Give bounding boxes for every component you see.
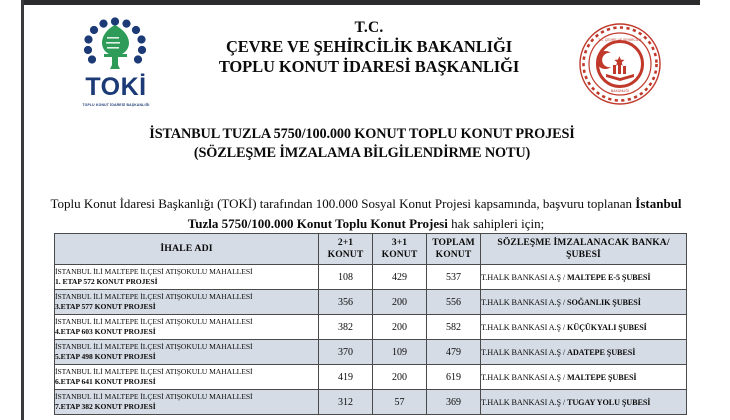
cell-bank (481, 340, 687, 365)
cell-2plus1: 382 (319, 315, 373, 340)
column-header-2plus1-line1: 2+1 (337, 237, 354, 249)
cell-2plus1: 312 (319, 390, 373, 415)
bank-branch: MALTEPE E-5 ŞUBESİ (567, 272, 651, 282)
bank-branch: SOĞANLIK ŞUBESİ (567, 297, 641, 307)
tender-name-line2: 6.ETAP 641 KONUT PROJESİ (55, 377, 156, 386)
cell-tender-name (55, 265, 319, 290)
bank-name: T.HALK BANKASI A.Ş / (481, 397, 567, 407)
cell-total: 556 (427, 290, 481, 315)
bank-branch: ADATEPE ŞUBESİ (567, 347, 636, 357)
cell-2plus1: 419 (319, 365, 373, 390)
column-header-total-line1: TOPLAM (432, 237, 475, 249)
cell-3plus1: 109 (373, 340, 427, 365)
tender-name-line1: İSTANBUL İLİ MALTEPE İLÇESİ ATIŞOKULU MAHALLESİ (55, 367, 253, 377)
cell-2plus1: 370 (319, 340, 373, 365)
cell-2plus1: 356 (319, 290, 373, 315)
table-header-row (55, 234, 687, 265)
column-header-2plus1 (319, 234, 373, 265)
toki-wordmark: TOKİ (85, 73, 147, 101)
tender-name-line2: 7.ETAP 382 KONUT PROJESİ (55, 402, 156, 411)
column-header-3plus1-line2: KONUT (381, 249, 418, 260)
bank-name: T.HALK BANKASI A.Ş / (481, 372, 567, 382)
cell-total: 369 (427, 390, 481, 415)
cell-bank (481, 390, 687, 415)
intro-text-project: İstanbul Tuzla 5750/100.000 Konut Toplu Konut Projesi (187, 196, 682, 231)
cell-tender-name (55, 315, 319, 340)
column-header-2plus1-line2: KONUT (327, 249, 364, 260)
table-row (55, 265, 687, 290)
table-body (55, 265, 687, 415)
svg-text:T.C. ÇEVRE VE ŞEHİRCİLİK: T.C. ÇEVRE VE ŞEHİRCİLİK (598, 38, 642, 42)
ministry-heading (174, 19, 564, 77)
cell-2plus1: 108 (319, 265, 373, 290)
intro-text-part1: Toplu Konut İdaresi Başkanlığı (TOKİ) tarafından 100.000 Sosyal Konut Projesi kapsamında, (50, 196, 540, 211)
column-header-3plus1 (373, 234, 427, 265)
cell-total: 537 (427, 265, 481, 290)
cell-3plus1: 200 (373, 365, 427, 390)
cell-total: 619 (427, 365, 481, 390)
ministry-line-tc: T.C. (354, 19, 384, 36)
cell-bank (481, 265, 687, 290)
tender-name-line2: 5.ETAP 498 KONUT PROJESİ (55, 352, 156, 361)
bank-branch: KÜÇÜKYALI ŞUBESİ (567, 322, 647, 332)
toki-logo (64, 17, 168, 113)
table-row (55, 340, 687, 365)
tender-name-line1: İSTANBUL İLİ MALTEPE İLÇESİ ATIŞOKULU MAHALLESİ (55, 267, 253, 277)
cell-tender-name (55, 290, 319, 315)
letterhead (24, 5, 700, 113)
cell-tender-name (55, 340, 319, 365)
toki-tagline: TOPLU KONUT İDARESİ BAŞKANLIĞI (82, 103, 150, 107)
tender-name-line2: 4.ETAP 603 KONUT PROJESİ (55, 327, 156, 336)
ministry-line-dept: TOPLU KONUT İDARESİ BAŞKANLIĞI (218, 56, 520, 76)
intro-text-part2: başvuru toplanan (542, 196, 636, 211)
bank-branch: TUGAY YOLU ŞUBESİ (567, 397, 651, 407)
cell-bank (481, 315, 687, 340)
page-title-line2: (SÖZLEŞME İMZALAMA BİLGİLENDİRME NOTU) (193, 145, 531, 161)
page-title (24, 125, 700, 163)
intro-paragraph (46, 194, 686, 233)
cell-total: 479 (427, 340, 481, 365)
cell-3plus1: 429 (373, 265, 427, 290)
cell-3plus1: 200 (373, 290, 427, 315)
column-header-bank: SÖZLEŞME İMZALANACAK BANKA/ŞUBESİ (481, 234, 687, 265)
table-row (55, 390, 687, 415)
tender-name-line1: İSTANBUL İLİ MALTEPE İLÇESİ ATIŞOKULU MAHALLESİ (55, 292, 253, 302)
ministry-seal-icon (577, 21, 663, 107)
cell-tender-name (55, 365, 319, 390)
column-header-tender-name: İHALE ADI (55, 234, 319, 265)
bank-name: T.HALK BANKASI A.Ş / (481, 297, 567, 307)
toki-emblem-icon (82, 17, 148, 75)
bank-name: T.HALK BANKASI A.Ş / (481, 347, 567, 357)
tender-name-line1: İSTANBUL İLİ MALTEPE İLÇESİ ATIŞOKULU MAHALLESİ (55, 392, 253, 402)
bank-branch: MALTEPE ŞUBESİ (567, 372, 637, 382)
document-page (24, 5, 700, 420)
cell-3plus1: 57 (373, 390, 427, 415)
ministry-line-name: ÇEVRE VE ŞEHİRCİLİK BAKANLIĞI (225, 36, 513, 56)
table-row (55, 365, 687, 390)
tender-name-line1: İSTANBUL İLİ MALTEPE İLÇESİ ATIŞOKULU MAHALLESİ (55, 317, 253, 327)
tender-table (54, 233, 687, 415)
bank-name: T.HALK BANKASI A.Ş / (481, 272, 567, 282)
column-header-total-line2: KONUT (435, 249, 472, 260)
column-header-total (427, 234, 481, 265)
column-header-3plus1-line1: 3+1 (391, 237, 408, 249)
intro-text-part3: hak sahipleri için; (447, 215, 545, 231)
cell-3plus1: 200 (373, 315, 427, 340)
cell-bank (481, 365, 687, 390)
page-title-line1: İSTANBUL TUZLA 5750/100.000 KONUT TOPLU KONUT PROJESİ (149, 126, 575, 142)
bank-name: T.HALK BANKASI A.Ş / (481, 322, 567, 332)
tender-name-line2: 1. ETAP 572 KONUT PROJESİ (55, 277, 158, 286)
svg-text:BAKANLIĞI: BAKANLIĞI (611, 89, 629, 93)
cell-bank (481, 290, 687, 315)
tender-name-line1: İSTANBUL İLİ MALTEPE İLÇESİ ATIŞOKULU MAHALLESİ (55, 342, 253, 352)
tender-name-line2: 3.ETAP 577 KONUT PROJESİ (55, 302, 156, 311)
table-row (55, 290, 687, 315)
cell-total: 582 (427, 315, 481, 340)
table-row (55, 315, 687, 340)
cell-tender-name (55, 390, 319, 415)
